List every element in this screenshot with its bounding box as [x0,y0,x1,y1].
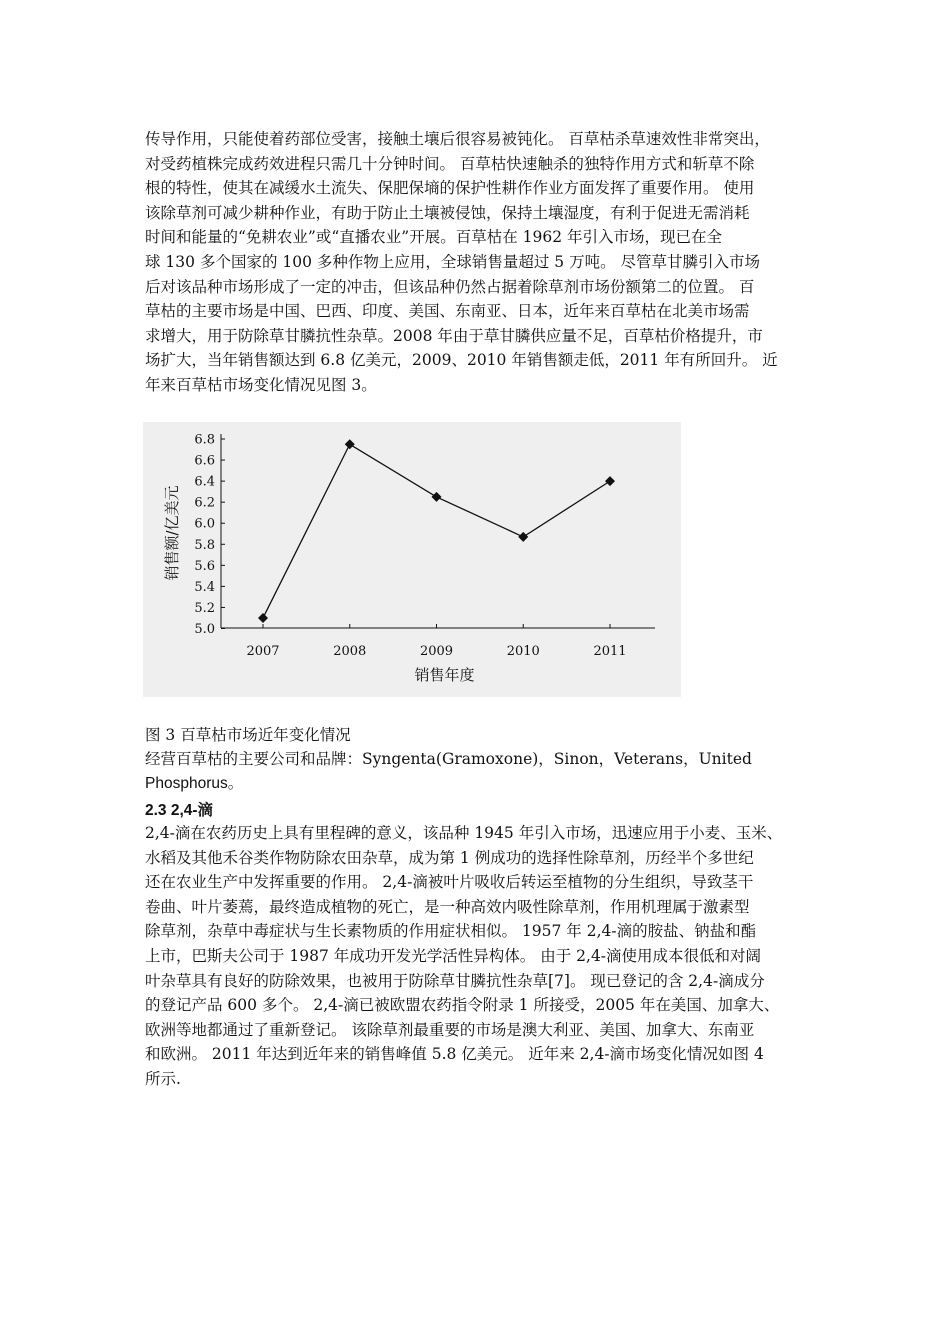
x-tick-label: 2009 [419,644,454,659]
series-line [263,444,610,618]
y-tick-label: 5.4 [194,579,215,595]
data-point-marker [432,492,442,502]
text-line: 时间和能量的“免耕农业”或“直播农业”开展。百草枯在 1962 年引入市场，现已在全 [145,228,722,247]
y-tick-label: 5.6 [194,558,215,574]
data-point-marker [345,439,355,449]
x-tick-label: 2010 [506,644,540,659]
text-line: 对受药植株完成药效进程只需几十分钟时间。 百草枯快速触杀的独特作用方式和斩草不除 [145,154,755,173]
x-tick-label: 2008 [333,644,367,659]
text-line: 除草剂，杂草中毒症状与生长素物质的作用症状相似。 1957 年 2,4-滴的胺盐、钠盐和酯 [145,922,757,941]
data-point-marker [518,532,528,542]
text-line: 根的特性，使其在减缓水土流失、保肥保墒的保护性耕作作业方面发挥了重要作用。 使用 [145,179,755,198]
x-axis-title: 销售年度 [414,666,475,684]
x-tick-label: 2007 [246,644,280,659]
y-tick-label: 6.2 [194,495,215,511]
x-axis-ticks [246,624,626,659]
text-line: 球 130 多个国家的 100 多种作物上应用，全球销售量超过 5 万吨。 尽管草甘膦引入市场 [145,252,761,271]
y-tick-label: 6.6 [194,453,215,469]
y-tick-label: 5.8 [194,537,215,553]
text-line: 所示. [145,1069,181,1088]
text-line: 上市，巴斯夫公司于 1987 年成功开发光学活性异构体。 由于 2,4-滴使用成本很低和对阔 [145,946,762,965]
text-line: 的登记产品 600 多个。 2,4-滴已被欧盟农药指令附录 1 所接受，2005 年在美国、加拿大、 [145,996,780,1015]
y-tick-label: 6.8 [194,432,215,448]
companies-paragraph [145,747,825,796]
data-markers [258,439,615,623]
y-axis-title: 销售额/亿美元 [163,485,181,581]
y-axis-ticks [194,433,225,638]
figure-caption: 图 3 百草枯市场近年变化情况 [145,726,351,744]
y-tick-label: 5.2 [194,600,215,616]
text-line: 后对该品种市场形成了一定的冲击，但该品种仍然占据着除草剂市场份额第二的位置。 百 [145,277,755,296]
text-line: 水稻及其他禾谷类作物防除农田杂草，成为第 1 例成功的选择性除草剂，历经半个多世纪 [145,848,754,867]
y-tick-label: 6.4 [194,474,215,490]
text-line: 草枯的主要市场是中国、巴西、印度、美国、东南亚、日本，近年来百草枯在北美市场需 [145,302,750,321]
data-point-marker [258,613,268,623]
text-line: 求增大，用于防除草甘膦抗性杂草。2008 年由于草甘膦供应量不足，百草枯价格提升，市 [145,326,763,345]
text-line: Phosphorus。 [145,774,244,792]
text-line: 场扩大，当年销售额达到 6.8 亿美元，2009、2010 年销售额走低，2011 年有所回升。 近 [145,351,778,370]
text-line: 年来百草枯市场变化情况见图 3。 [145,375,377,394]
line-chart [143,422,681,697]
text-line: 传导作用，只能使着药部位受害，接触土壤后很容易被钝化。 百草枯杀草速效性非常突出， [145,130,770,148]
text-line: 欧洲等地都通过了重新登记。 该除草剂最重要的市场是澳大利亚、美国、加拿大、东南亚 [145,1020,755,1039]
body-paragraph-paraquat [145,127,825,398]
section-heading: 2.3 2,4-滴 [145,802,214,819]
body-paragraph-24d [145,821,825,1092]
text-line: 和欧洲。 2011 年达到近年来的销售峰值 5.8 亿美元。 近年来 2,4-滴市场变化情况如图 4 [145,1045,764,1064]
text-line: 叶杂草具有良好的防除效果，也被用于防除草甘膦抗性杂草[7]。 现已登记的含 2,4-滴成分 [145,971,765,990]
text-line: 2,4-滴在农药历史上具有里程碑的意义，该品种 1945 年引入市场，迅速应用于小麦、玉米、 [145,824,783,842]
text-line: 经营百草枯的主要公司和品牌：Syngenta(Gramoxone)，Sinon，Veterans，United [145,750,752,768]
text-line: 卷曲、叶片萎蔫，最终造成植物的死亡，是一种高效内吸性除草剂，作用机理属于激素型 [145,897,750,916]
text-line: 该除草剂可减少耕种作业，有助于防止土壤被侵蚀，保持土壤湿度，有利于促进无需消耗 [145,203,750,222]
x-tick-label: 2011 [593,644,627,659]
y-tick-label: 6.0 [194,516,215,532]
y-tick-label: 5.0 [194,622,215,637]
data-point-marker [605,476,615,486]
text-line: 还在农业生产中发挥重要的作用。 2,4-滴被叶片吸收后转运至植物的分生组织，导致茎干 [145,873,754,892]
figure-3-chart [143,422,681,697]
